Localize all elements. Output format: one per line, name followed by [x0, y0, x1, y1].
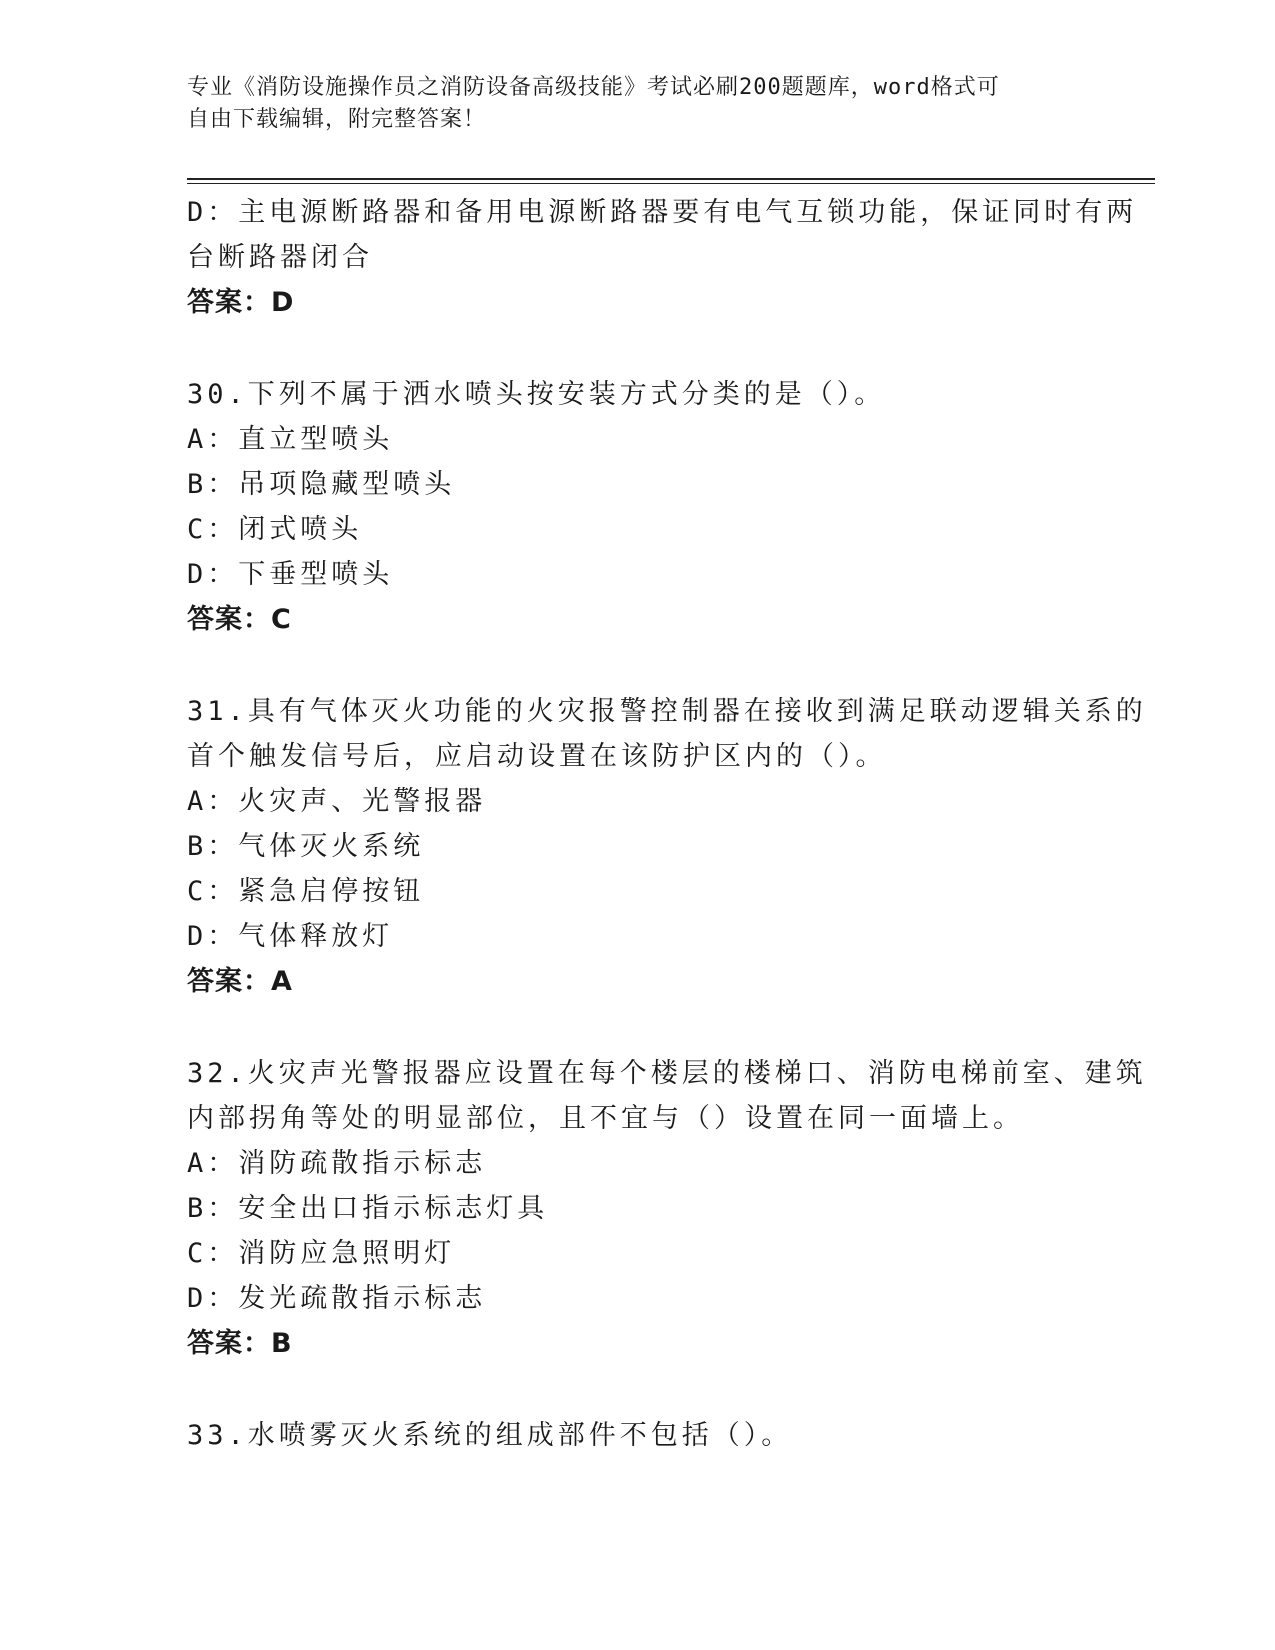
question-stem-continued: 首个触发信号后，应启动设置在该防护区内的（）。 — [187, 741, 887, 772]
question-block-30 — [187, 372, 1087, 642]
answer-line: 答案：D — [187, 287, 295, 318]
option-d: D：下垂型喷头 — [187, 559, 394, 590]
option-d: D：发光疏散指示标志 — [187, 1283, 487, 1314]
header-divider-thin — [187, 183, 1155, 184]
option-d: D：主电源断路器和备用电源断路器要有电气互锁功能，保证同时有两 — [187, 197, 1138, 228]
question-content — [187, 190, 1147, 1458]
question-stem: 31.具有气体灭火功能的火灾报警控制器在接收到满足联动逻辑关系的 — [187, 696, 1147, 727]
question-block-31 — [187, 689, 1147, 1004]
question-block-32 — [187, 1051, 1147, 1366]
option-c: C：紧急启停按钮 — [187, 876, 425, 907]
option-a: A：火灾声、光警报器 — [187, 786, 487, 817]
header-title-line-2: 自由下载编辑，附完整答案！ — [187, 107, 487, 132]
option-c: C：消防应急照明灯 — [187, 1238, 456, 1269]
answer-line: 答案：B — [187, 1328, 293, 1359]
option-d-continued: 台断路器闭合 — [187, 242, 373, 273]
option-a: A：直立型喷头 — [187, 424, 394, 455]
question-block-29 — [187, 190, 1138, 325]
page-header — [187, 72, 1067, 136]
header-title-line-1: 专业《消防设施操作员之消防设备高级技能》考试必刷200题题库，word格式可 — [187, 75, 1000, 100]
option-b: B：安全出口指示标志灯具 — [187, 1193, 549, 1224]
option-b: B：吊项隐藏型喷头 — [187, 469, 456, 500]
question-stem: 33.水喷雾灭火系统的组成部件不包括（）。 — [187, 1420, 793, 1451]
answer-line: 答案：A — [187, 966, 293, 997]
question-stem: 30.下列不属于洒水喷头按安装方式分类的是（）。 — [187, 379, 886, 410]
question-stem-continued: 内部拐角等处的明显部位，且不宜与（）设置在同一面墙上。 — [187, 1103, 1024, 1134]
option-d: D：气体释放灯 — [187, 921, 394, 952]
option-a: A：消防疏散指示标志 — [187, 1148, 487, 1179]
question-stem: 32.火灾声光警报器应设置在每个楼层的楼梯口、消防电梯前室、建筑 — [187, 1058, 1147, 1089]
option-b: B：气体灭火系统 — [187, 831, 425, 862]
question-block-33 — [187, 1413, 1087, 1458]
answer-line: 答案：C — [187, 604, 292, 635]
option-c: C：闭式喷头 — [187, 514, 363, 545]
header-divider — [187, 178, 1155, 180]
